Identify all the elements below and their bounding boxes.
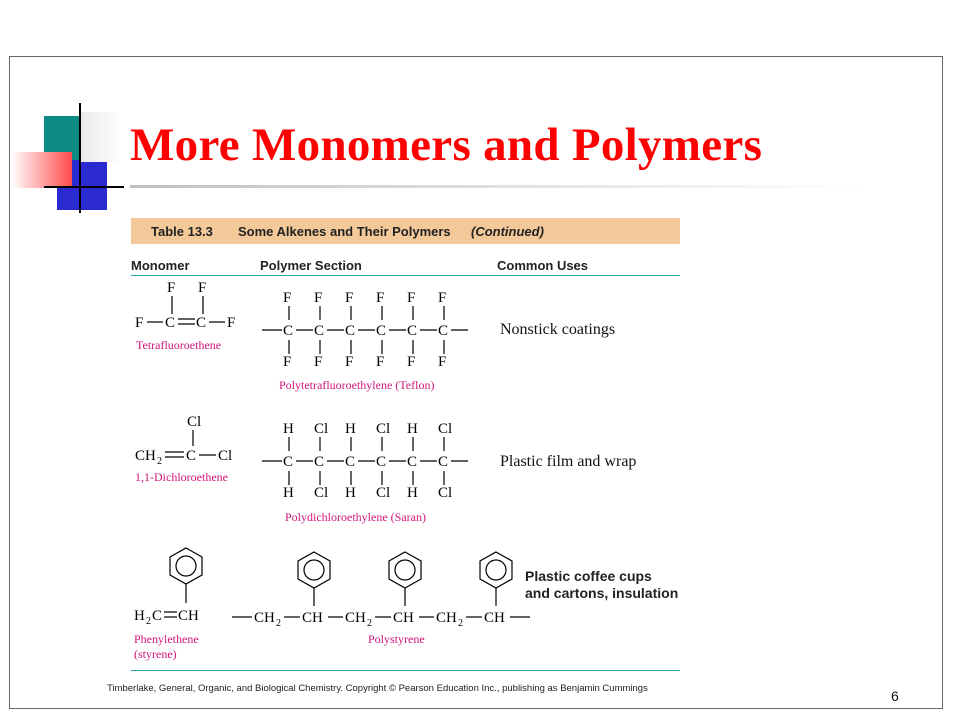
svg-text:CH: CH [436,610,457,626]
svg-text:Cl: Cl [376,485,391,501]
svg-text:F: F [135,315,144,331]
svg-text:CH: CH [302,610,323,626]
svg-text:F: F [283,290,292,306]
svg-text:Cl: Cl [187,414,202,430]
svg-text:F: F [438,290,447,306]
svg-text:C: C [314,454,325,470]
svg-text:Cl: Cl [314,485,329,501]
svg-text:F: F [407,354,416,370]
table-caption: Some Alkenes and Their Polymers [238,224,451,239]
svg-text:C: C [314,323,325,339]
teflon-structure [262,290,468,370]
monomer-name: (styrene) [134,647,177,661]
svg-text:Cl: Cl [314,421,329,437]
svg-text:2: 2 [157,456,162,467]
svg-text:C: C [407,323,418,339]
svg-text:F: F [345,354,354,370]
svg-text:F: F [314,354,323,370]
svg-text:F: F [227,315,236,331]
svg-text:2: 2 [276,618,281,629]
svg-text:CH: CH [345,610,366,626]
monomer-name: 1,1-Dichloroethene [135,470,228,484]
col-header-uses: Common Uses [497,258,589,273]
monomer-name: Tetrafluoroethene [136,338,222,352]
copyright-credit: Timberlake, General, Organic, and Biological Chemistry. Copyright © Pearson Education Inc., publishing as Benjamin Cummings [107,683,648,694]
svg-text:CH: CH [178,608,199,624]
svg-text:2: 2 [146,616,151,627]
svg-text:F: F [438,354,447,370]
svg-text:C: C [376,454,387,470]
svg-text:2: 2 [458,618,463,629]
svg-text:Cl: Cl [218,448,233,464]
svg-text:C: C [407,454,418,470]
svg-text:CH: CH [135,448,156,464]
svg-text:F: F [345,290,354,306]
common-use: Plastic film and wrap [500,453,637,470]
svg-text:F: F [314,290,323,306]
svg-text:C: C [165,315,176,331]
polymer-name: Polydichloroethylene (Saran) [285,510,426,524]
svg-text:CH: CH [393,610,414,626]
svg-text:C: C [283,454,294,470]
svg-text:H: H [345,485,356,501]
polymer-name: Polytetrafluoroethylene (Teflon) [279,378,435,392]
svg-text:F: F [283,354,292,370]
svg-text:C: C [196,315,207,331]
svg-text:C: C [345,323,356,339]
saran-structure [262,421,468,501]
table-continued: (Continued) [471,224,544,239]
svg-text:C: C [345,454,356,470]
svg-text:C: C [283,323,294,339]
svg-text:F: F [407,290,416,306]
svg-text:F: F [167,280,176,296]
tetrafluoroethene-structure [135,280,235,331]
svg-text:H: H [134,608,145,624]
svg-text:C: C [152,608,163,624]
svg-text:H: H [345,421,356,437]
svg-text:F: F [198,280,207,296]
svg-text:CH: CH [484,610,505,626]
svg-text:C: C [186,448,197,464]
svg-text:C: C [438,323,449,339]
svg-text:H: H [407,485,418,501]
svg-text:Cl: Cl [376,421,391,437]
svg-text:H: H [407,421,418,437]
svg-text:C: C [438,454,449,470]
svg-text:C: C [376,323,387,339]
svg-text:H: H [283,421,294,437]
styrene-structure [134,548,202,627]
common-use: Nonstick coatings [500,321,616,338]
common-use: Plastic coffee cups [525,568,652,584]
common-use: and cartons, insulation [525,585,679,601]
svg-text:Cl: Cl [438,485,453,501]
col-header-monomer: Monomer [131,258,190,273]
page-number: 6 [891,688,899,704]
svg-text:F: F [376,290,385,306]
svg-text:H: H [283,485,294,501]
svg-text:2: 2 [367,618,372,629]
dichloroethene-structure [135,414,232,467]
table-bottom-rule [131,670,680,671]
table-number: Table 13.3 [151,224,213,239]
polystyrene-structure [232,552,530,629]
svg-text:Cl: Cl [438,421,453,437]
svg-text:CH: CH [254,610,275,626]
svg-text:F: F [376,354,385,370]
polymer-name: Polystyrene [368,632,425,646]
monomer-name: Phenylethene [134,632,199,646]
slide-title: More Monomers and Polymers [130,119,763,171]
col-header-polymer: Polymer Section [260,258,362,273]
